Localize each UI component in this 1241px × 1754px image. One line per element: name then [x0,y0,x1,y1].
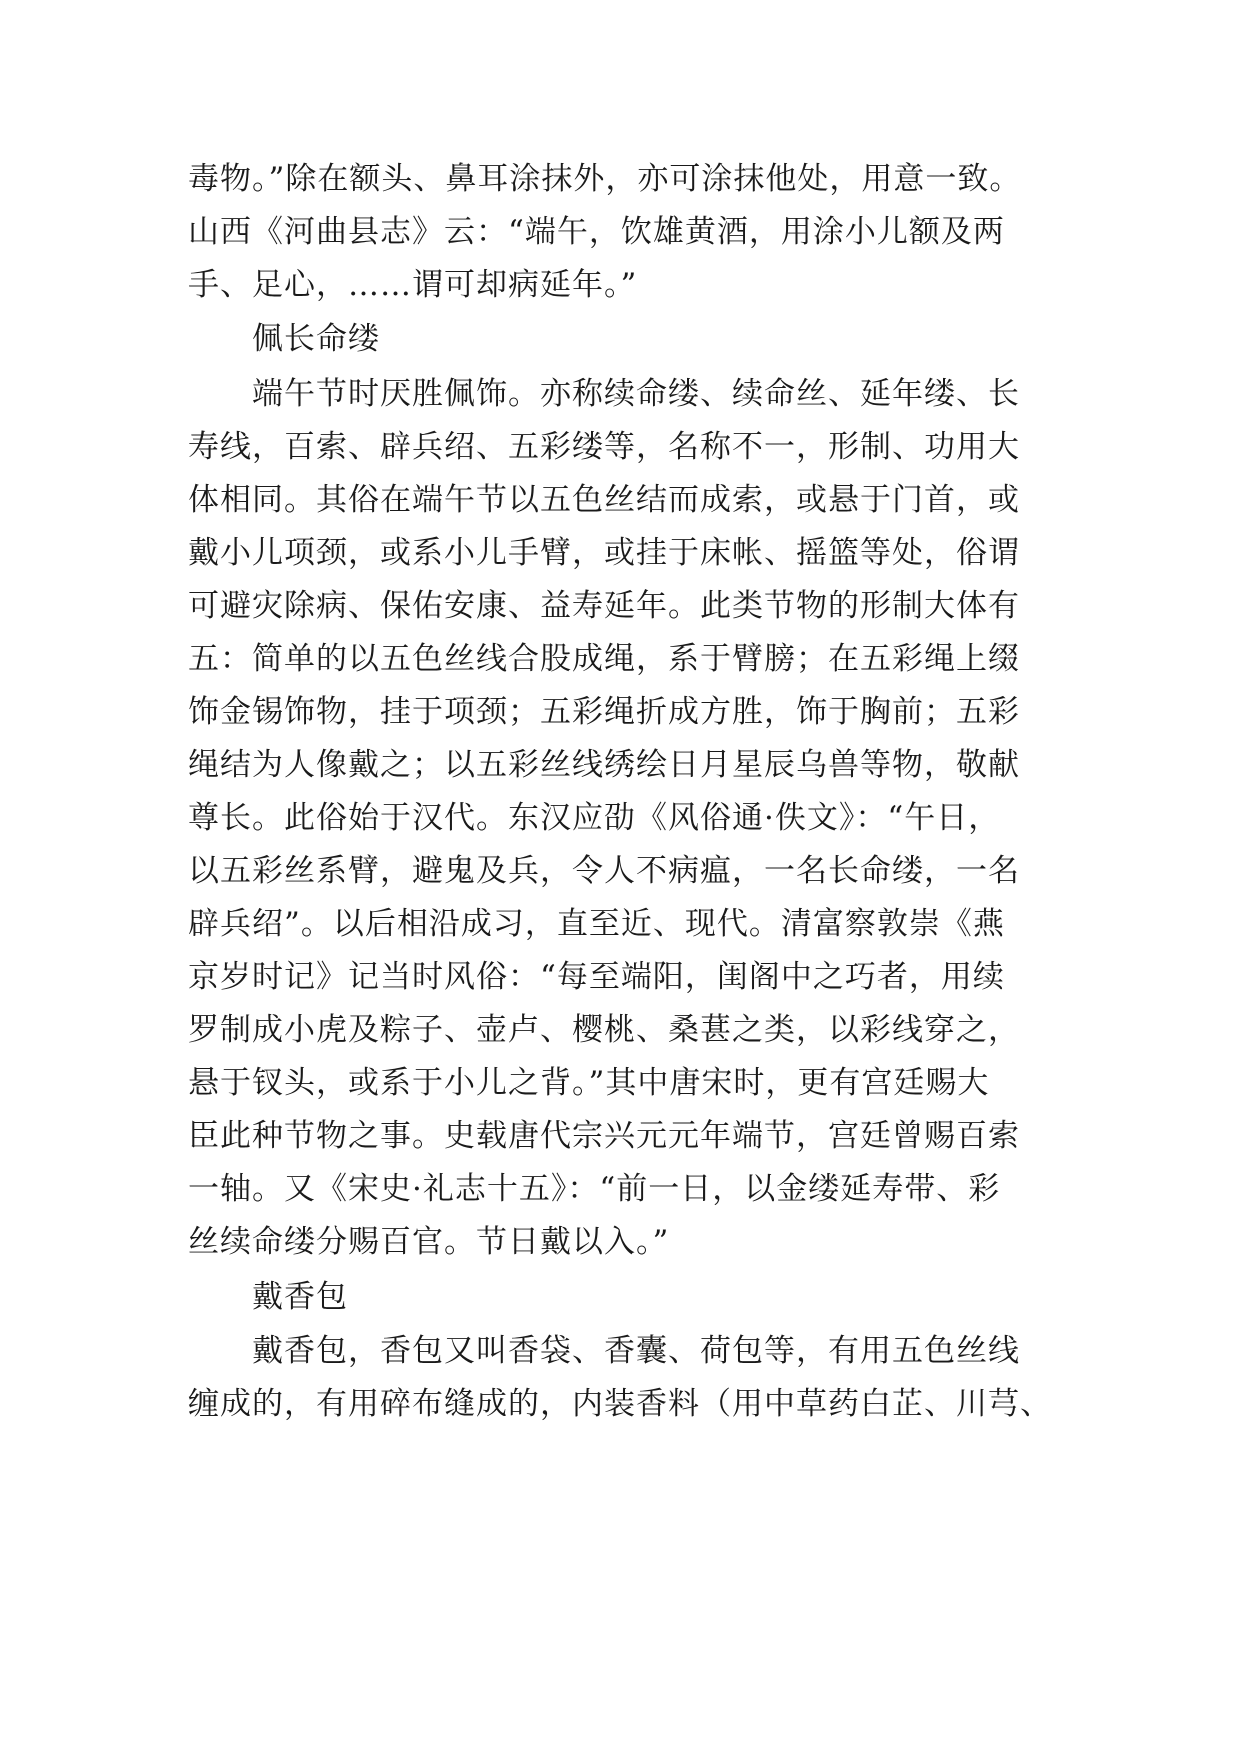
text-line: 戴小儿项颈，或系小儿手臂，或挂于床帐、摇篮等处，俗谓 [188,535,1020,571]
section-heading: 戴香包 [252,1279,348,1315]
text-line: 可避灾除病、保佑安康、益寿延年。此类节物的形制大体有 [188,588,1020,624]
text-line: 绳结为人像戴之；以五彩丝线绣绘日月星辰乌兽等物，敬献 [188,747,1020,783]
text-line: 缠成的，有用碎布缝成的，内装香料（用中草药白芷、川芎、 [188,1386,1052,1422]
text-line: 一轴。又《宋史·礼志十五》：“前一日，以金缕延寿带、彩 [188,1171,1001,1207]
text-line: 尊长。此俗始于汉代。东汉应劭《风俗通·佚文》：“午日， [188,800,1001,836]
text-line: 臣此种节物之事。史载唐代宗兴元元年端节，宫廷曾赐百索 [188,1118,1020,1154]
text-line: 端午节时厌胜佩饰。亦称续命缕、续命丝、延年缕、长 [252,376,1020,412]
text-line: 辟兵绍”。以后相沿成习，直至近、现代。清富察敦崇《燕 [188,906,1005,942]
text-line: 戴香包，香包又叫香袋、香囊、荷包等，有用五色丝线 [252,1333,1020,1369]
text-line: 悬于钗头，或系于小儿之背。”其中唐宋时，更有宫廷赐大 [188,1065,990,1101]
text-line: 毒物。”除在额头、鼻耳涂抹外，亦可涂抹他处，用意一致。 [188,161,1022,197]
text-line: 丝续命缕分赐百官。节日戴以入。” [188,1224,670,1260]
text-line: 京岁时记》记当时风俗：“每至端阳，闺阁中之巧者，用续 [188,959,1005,995]
section-heading: 佩长命缕 [252,321,380,357]
text-line: 饰金锡饰物，挂于项颈；五彩绳折成方胜，饰于胸前；五彩 [188,694,1020,730]
text-line: 体相同。其俗在端午节以五色丝结而成索，或悬于门首，或 [188,482,1020,518]
text-line: 手、足心，……谓可却病延年。” [188,267,638,303]
text-line: 以五彩丝系臂，避鬼及兵，令人不病瘟，一名长命缕，一名 [188,853,1020,889]
text-line: 寿线，百索、辟兵绍、五彩缕等，名称不一，形制、功用大 [188,429,1020,465]
text-line: 五：简单的以五色丝线合股成绳，系于臂膀；在五彩绳上缀 [188,641,1020,677]
text-line: 山西《河曲县志》云：“端午，饮雄黄酒，用涂小儿额及两 [188,214,1005,250]
text-line: 罗制成小虎及粽子、壶卢、樱桃、桑葚之类，以彩线穿之， [188,1012,1020,1048]
